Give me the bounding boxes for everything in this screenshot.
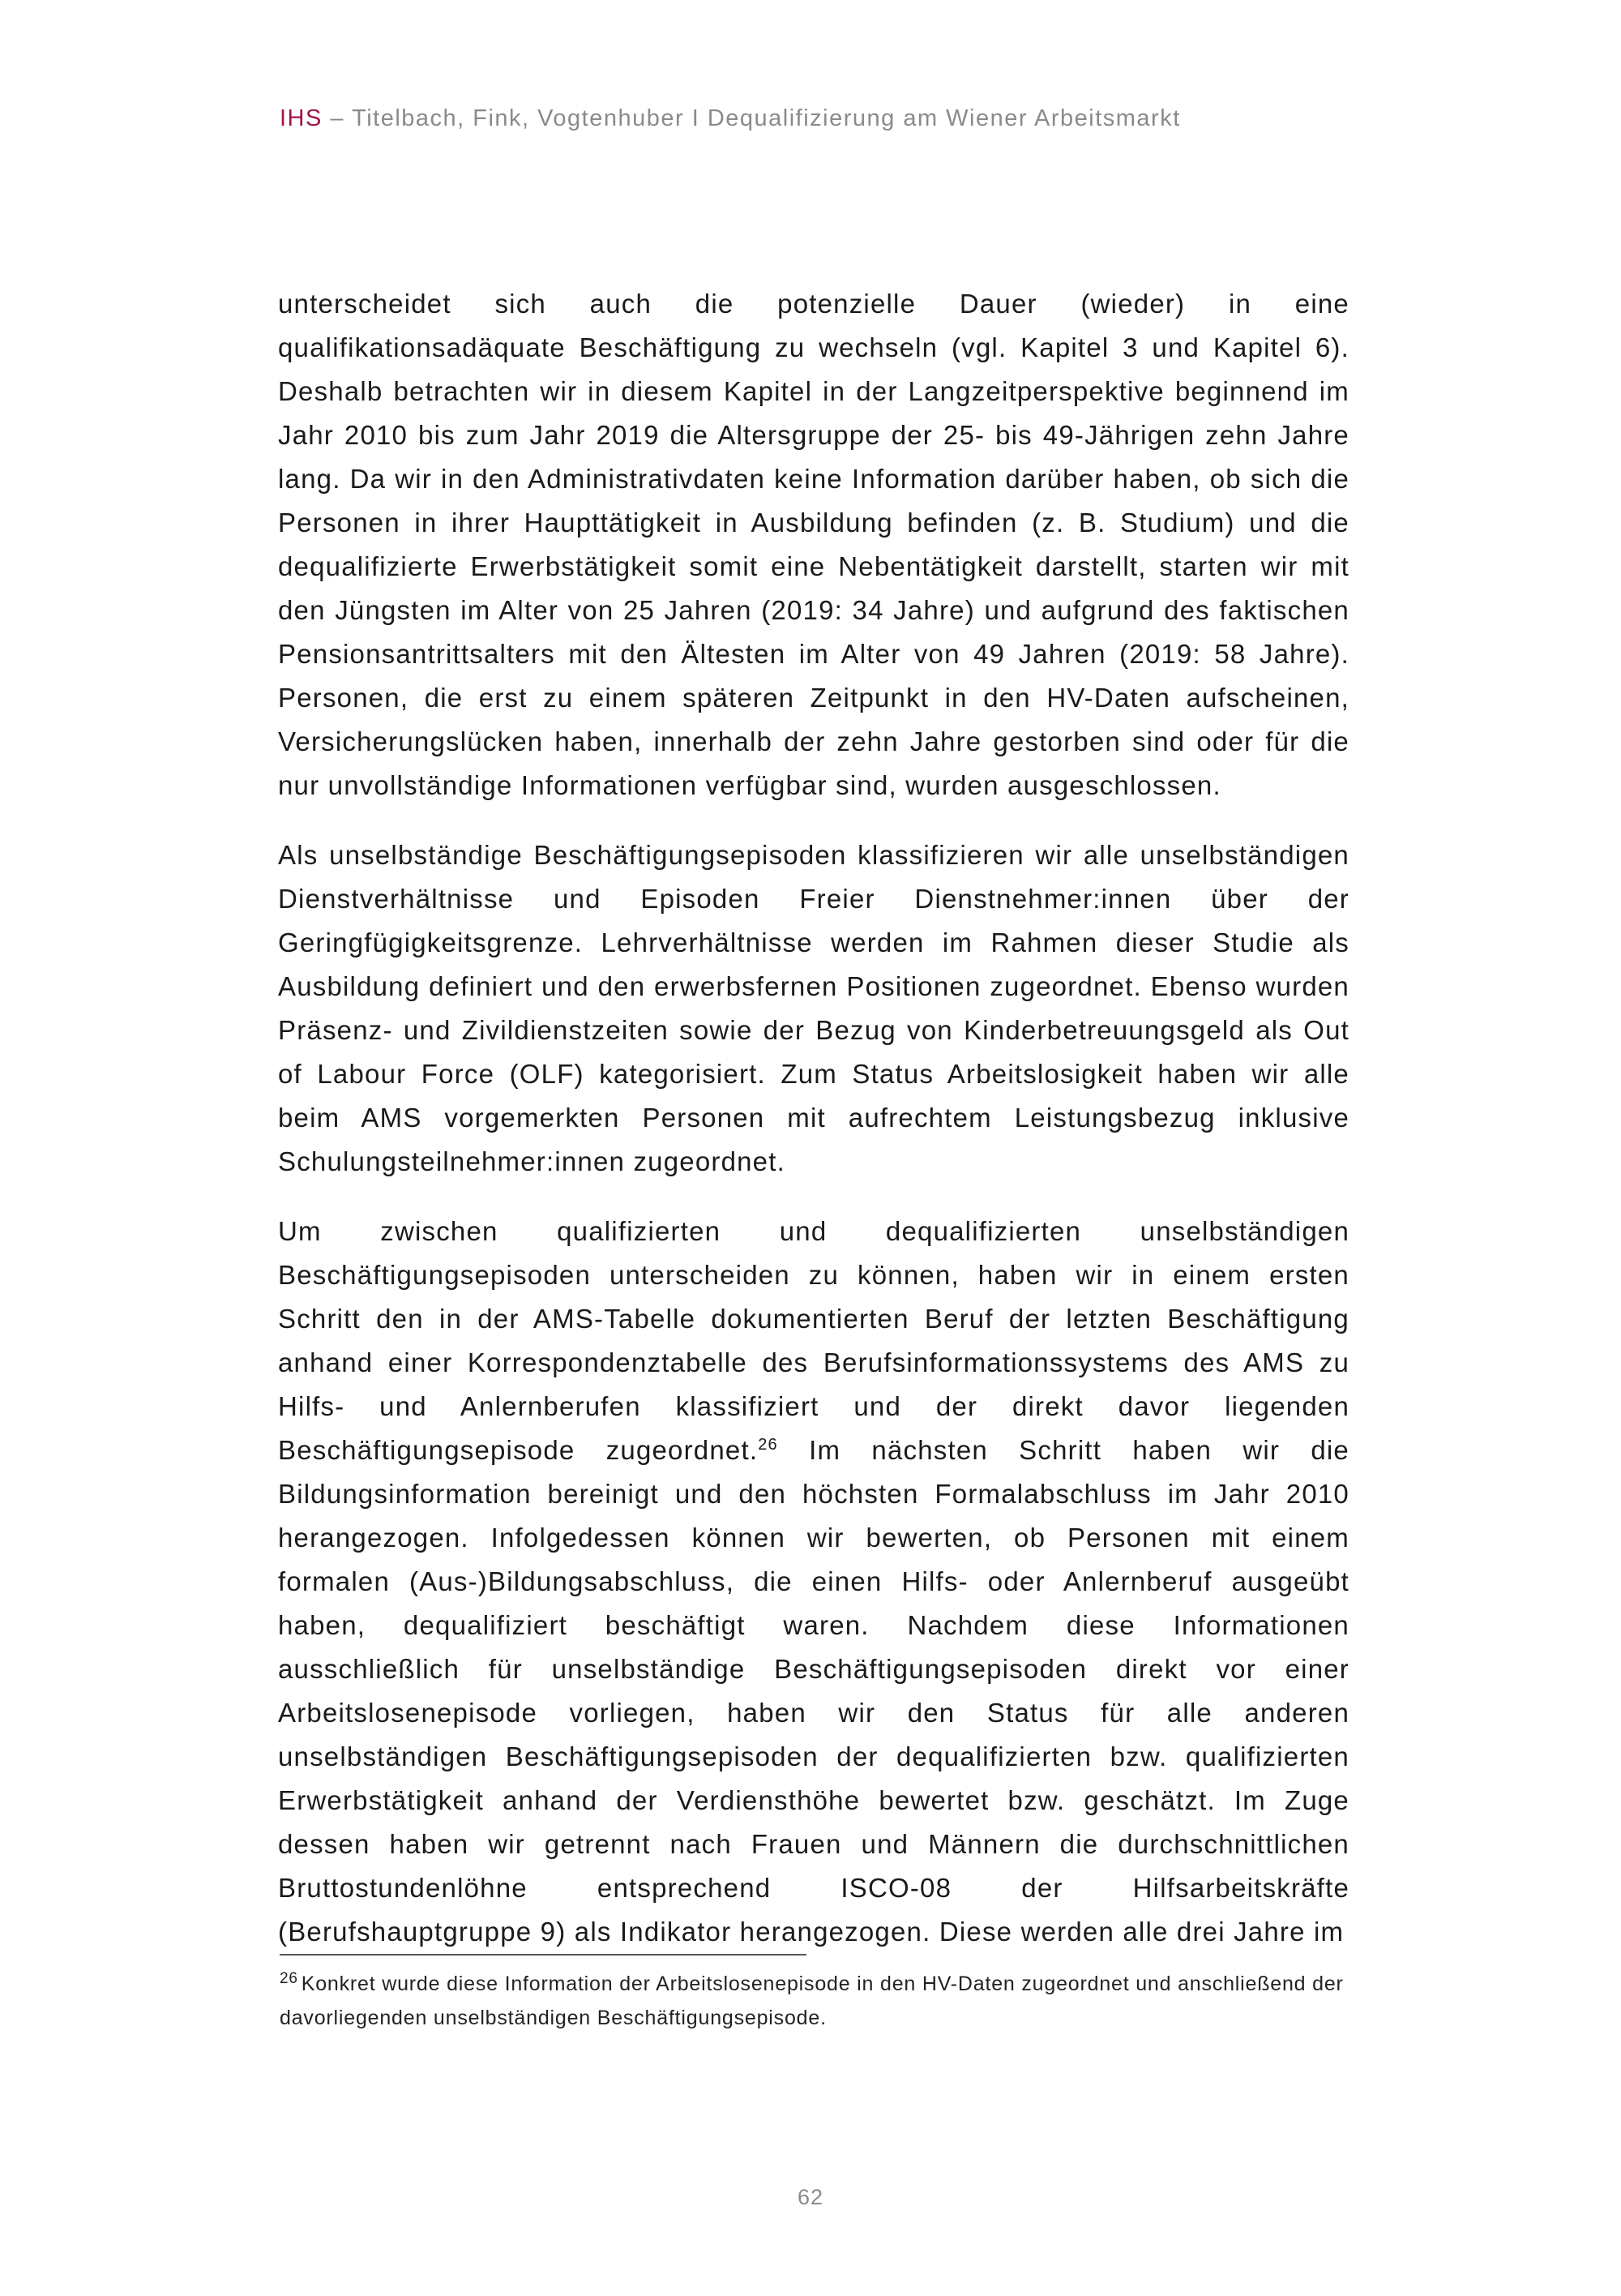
paragraph-3: [278, 1210, 1349, 1954]
footnote: [280, 1967, 1351, 2035]
body-text: [278, 282, 1349, 1980]
paragraph-3-part-b: Im nächsten Schritt haben wir die Bildungsinformation bereinigt und den höchsten Formalabschluss im Jahr 2010 herangezogen. Infolgedessen können wir bewerten, ob Personen mit einem formalen (Aus-)Bildungsabschluss, die einen Hilfs- oder Anlernberuf ausgeübt haben, dequalifiziert beschäftigt waren. Nachdem diese Informationen ausschließlich für unselbständige Beschäftigungsepisoden direkt vor einer Arbeitslosenepisode vorliegen, haben wir den Status für alle anderen unselbständigen Beschäftigungsepisoden der dequalifizierten bzw. qualifizierten Erwerbstätigkeit anhand der Verdiensthöhe bewertet bzw. geschätzt. Im Zuge dessen haben wir getrennt nach Frauen und Männern die durchschnittlichen Bruttostundenlöhne entsprechend ISCO-08 der Hilfsarbeitskräfte (Berufshauptgruppe 9) als Indikator herangezogen. Diese werden alle drei Jahre im: [278, 1435, 1349, 1947]
footnote-number: 26: [280, 1969, 298, 1987]
footnote-reference[interactable]: 26: [758, 1436, 778, 1454]
paragraph-3-part-a: Um zwischen qualifizierten und dequalifizierten unselbständigen Beschäftigungsepisoden unterscheiden zu können, haben wir in einem ersten Schritt den in der AMS-Tabelle dokumentierten Beruf der letzten Beschäftigung anhand einer Korrespondenztabelle des Berufsinformationssystems des AMS zu Hilfs- und Anlernberufen klassifiziert und der direkt davor liegenden Beschäftigungsepisode zugeordnet.: [278, 1216, 1349, 1465]
document-title: – Titelbach, Fink, Vogtenhuber I Dequalifizierung am Wiener Arbeitsmarkt: [322, 105, 1181, 131]
paragraph-2: Als unselbständige Beschäftigungsepisoden klassifizieren wir alle unselbständigen Dienstverhältnisse und Episoden Freier Dienstnehmer:innen über der Geringfügigkeitsgrenze. Lehrverhältnisse werden im Rahmen dieser Studie als Ausbildung definiert und den erwerbsfernen Positionen zugeordnet. Ebenso wurden Präsenz- und Zivildienstzeiten sowie der Bezug von Kinderbetreuungsgeld als Out of Labour Force (OLF) kategorisiert. Zum Status Arbeitslosigkeit haben wir alle beim AMS vorgemerkten Personen mit aufrechtem Leistungsbezug inklusive Schulungsteilnehmer:innen zugeordnet.: [278, 840, 1349, 1176]
footnote-text: Konkret wurde diese Information der Arbeitslosenepisode in den HV-Daten zugeordnet und anschließend der davorliegenden unselbständigen Beschäftigungsepisode.: [280, 1973, 1344, 2029]
paragraph-1: unterscheidet sich auch die potenzielle Dauer (wieder) in eine qualifikationsadäquate Beschäftigung zu wechseln (vgl. Kapitel 3 und Kapitel 6). Deshalb betrachten wir in diesem Kapitel in der Langzeitperspektive beginnend im Jahr 2010 bis zum Jahr 2019 die Altersgruppe der 25- bis 49-Jährigen zehn Jahre lang. Da wir in den Administrativdaten keine Information darüber haben, ob sich die Personen in ihrer Haupttätigkeit in Ausbildung befinden (z. B. Studium) und die dequalifizierte Erwerbstätigkeit somit eine Nebentätigkeit darstellt, starten wir mit den Jüngsten im Alter von 25 Jahren (2019: 34 Jahre) und aufgrund des faktischen Pensionsantrittsalters mit den Ältesten im Alter von 49 Jahren (2019: 58 Jahre). Personen, die erst zu einem späteren Zeitpunkt in den HV-Daten aufscheinen, Versicherungslücken haben, innerhalb der zehn Jahre gestorben sind oder für die nur unvollständige Informationen verfügbar sind, wurden ausgeschlossen.: [278, 289, 1349, 800]
page-number: 62: [797, 2185, 824, 2209]
running-header: [280, 105, 1349, 132]
footnote-divider: [280, 1954, 806, 1955]
publisher-brand: IHS: [280, 105, 323, 131]
